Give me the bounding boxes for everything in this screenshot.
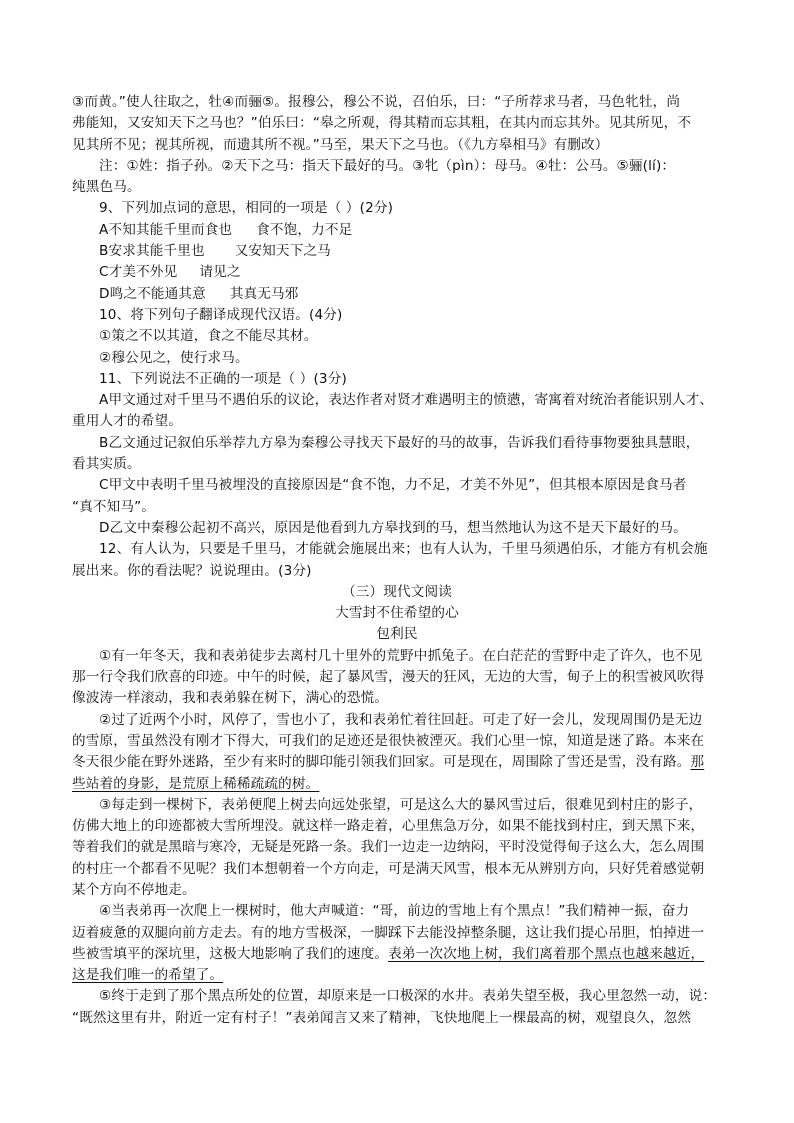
- question-11-option-c-cont: “真不知马”。: [72, 498, 156, 515]
- classical-text-line: ③而黄。”使人往取之，牡④而骊⑤。报穆公，穆公不说，召伯乐，曰：“子所荐求马者，马色牝牡，尚: [72, 94, 681, 110]
- paragraph-1-line: ①有一年冬天，我和表弟徒步去离村几十里外的荒野中抓兔子。在白茫茫的雪野中走了许久，也不见: [99, 647, 703, 664]
- question-9-stem: 9、下列加点词的意思，相同的一项是（ ）(2分): [99, 200, 394, 217]
- paragraph-4-line: ④当表弟再一次爬上一棵树时，他大声喊道：“哥，前边的雪地上有个黑点！”我们精神一振，奋力: [99, 903, 690, 920]
- question-11-option-d: D乙文中秦穆公起初不高兴，原因是他看到九方皋找到的马，想当然地认为这不是天下最好的马。: [99, 519, 687, 536]
- paragraph-3-line: 等着我们的就是黑暗与寒冷，无疑是死路一条。我们一边走一边纳闷，平时没觉得甸子这么大，怎么周围: [72, 839, 705, 856]
- paragraph-2-line: 冬天很少能在野外迷路，至少有来时的脚印能引领我们回家。可是现在，周围除了雪还是雪，没有路。那: [72, 754, 705, 771]
- question-9-option-a: A不知其能千里而食也 食不饱，力不足: [99, 221, 353, 238]
- paragraph-3-line: 某个方向不停地走。: [72, 881, 196, 898]
- paragraph-3-line: 仿佛大地上的印迹都被大雪所埋没。就这样一路走着，心里焦急万分，如果不能找到村庄，到天黑下来，: [72, 818, 705, 835]
- underlined-sentence: 表弟一次次地上树，我们离着那个黑点也越来越近，: [388, 945, 705, 962]
- question-9-option-c: C才美不外见 请见之: [99, 264, 241, 281]
- exam-page: [72, 92, 722, 1029]
- question-11-stem: 11、下列说法不正确的一项是（ ）(3分): [99, 370, 347, 387]
- classical-text-line: 见其所不见；视其所视，而遗其所不视。”马至，果天下之马也。（《九方皋相马》有删改）: [72, 136, 609, 153]
- question-9-option-b: B安求其能千里也 又安知天下之马: [99, 243, 331, 260]
- underlined-sentence: 那: [690, 754, 705, 771]
- question-11-option-a-cont: 重用人才的希望。: [72, 413, 182, 430]
- paragraph-2-line: 的雪原，雪虽然没有刚才下得大，可我们的足迹还是很快被湮灭。我们心里一惊，知道是迷了路。本来在: [72, 732, 705, 749]
- question-9-option-d: D鸣之不能通其意 其真无马邪: [99, 285, 299, 302]
- paragraph-1-line: 那一行令我们欣喜的印迹。中午的时候，起了暴风雪，漫天的狂风，无边的大雪，甸子上的积雪被风吹得: [72, 669, 705, 686]
- question-11-option-c: C甲文中表明千里马被埋没的直接原因是“食不饱，力不足，才美不外见”，但其根本原因是食马者: [99, 477, 687, 494]
- question-10-item: ①策之不以其道，食之不能尽其材。: [99, 328, 318, 345]
- paragraph-5-line: “既然这里有井，附近一定有村子！”表弟闻言又来了精神，飞快地爬上一棵最高的树，观望良久，忽然: [72, 1009, 692, 1026]
- article-title: 大雪封不住希望的心: [335, 605, 459, 622]
- question-11-option-a: A甲文通过对千里马不遇伯乐的议论，表达作者对贤才难遇明主的愤懑，寄寓着对统治者能识别人才、: [99, 392, 714, 409]
- paragraph-2-line: [72, 774, 722, 795]
- classical-text-line: 弗能知，又安知天下之马也？”伯乐曰：“皋之所观，得其精而忘其粗，在其内而忘其外。见其所见，不: [72, 115, 692, 132]
- question-11-option-b-cont: 看其实质。: [72, 456, 141, 473]
- underlined-sentence: 这是我们唯一的希望了。: [72, 967, 224, 984]
- section-heading: （三）现代文阅读: [342, 583, 452, 600]
- question-12: 12、有人认为，只要是千里马，才能就会施展出来；也有人认为，千里马须遇伯乐，才能方有机会施: [99, 541, 708, 558]
- paragraph-4-line: 迈着疲惫的双腿向前方走去。有的地方雪极深，一脚踩下去能没掉整条腿，这让我们提心吊胆，怕掉进一: [72, 924, 705, 941]
- paragraph-4-line: [72, 965, 722, 986]
- paragraph-2-line: ②过了近两个小时，风停了，雪也小了，我和表弟忙着往回赶。可走了好一会儿，发现周围仍是无边: [99, 711, 703, 728]
- question-11-option-b: B乙文通过记叙伯乐举荐九方皋为秦穆公寻找天下最好的马的故事，告诉我们看待事物要独具慧眼，: [99, 434, 700, 451]
- annotation-note: 注：①姓：指子孙。②天下之马：指天下最好的马。③牝（pìn）：母马。④牡：公马。⑤骊(lí)：: [99, 157, 676, 174]
- question-12-cont: 展出来。你的看法呢？说说理由。(3分): [72, 562, 312, 579]
- paragraph-3-line: 的村庄一个都看不见呢？我们本想朝着一个方向走，可是满天风雪，根本无从辨别方向，只好凭着感觉朝: [72, 860, 705, 877]
- annotation-note: 纯黑色马。: [72, 179, 141, 196]
- paragraph-5-line: ⑤终于走到了那个黑点所处的位置，却原来是一口极深的水井。表弟失望至极，我心里忽然一动，说：: [99, 988, 717, 1005]
- underlined-sentence: 些站着的身影，是荒原上稀稀疏疏的树。: [72, 775, 320, 792]
- question-10-stem: 10、将下列句子翻译成现代汉语。(4分): [99, 306, 343, 323]
- article-author: 包利民: [376, 626, 418, 643]
- paragraph-1-line: 像波涛一样滚动，我和表弟躲在树下，满心的恐慌。: [72, 690, 389, 707]
- paragraph-3-line: ③每走到一棵树下，表弟便爬上树去向远处张望，可是这么大的暴风雪过后，很难见到村庄的影子，: [99, 796, 703, 813]
- paragraph-4-line: 些被雪填平的深坑里，这极大地影响了我们的速度。表弟一次次地上树，我们离着那个黑点也越来越近，: [72, 945, 705, 962]
- question-10-item: ②穆公见之，使行求马。: [99, 349, 249, 366]
